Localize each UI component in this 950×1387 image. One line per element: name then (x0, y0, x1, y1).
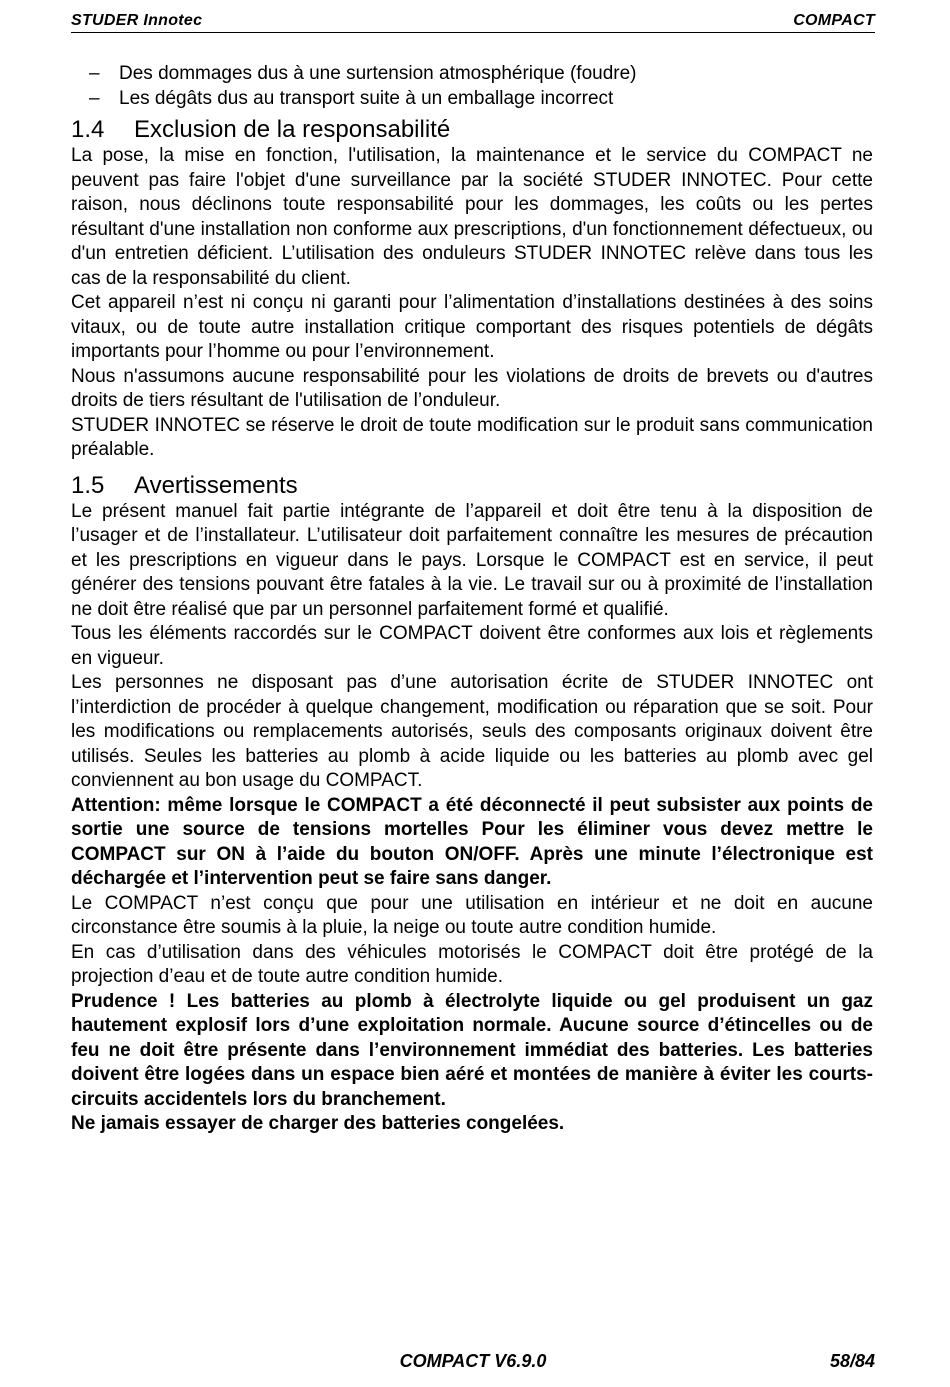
paragraph: Cet appareil n’est ni conçu ni garanti pour l’alimentation d’installations destinées à des soins vitaux, ou de toute autre installation critique comportant des risques potentiels de dégâts importants pour l’homme ou pour l’environnement. (71, 292, 873, 362)
section-title: Exclusion de la responsabilité (134, 116, 451, 143)
paragraph: Le COMPACT n’est conçu que pour une utilisation en intérieur et ne doit en aucune circonstance être soumis à la pluie, la neige ou toute autre condition humide. (71, 892, 873, 938)
paragraph: STUDER INNOTEC se réserve le droit de toute modification sur le produit sans communication préalable. (71, 414, 873, 460)
section-number: 1.4 (71, 116, 105, 143)
paragraph: En cas d’utilisation dans des véhicules motorisés le COMPACT doit être protégé de la projection d’eau et de toute autre condition humide. (71, 941, 873, 987)
paragraph: Tous les éléments raccordés sur le COMPACT doivent être conformes aux lois et règlements en vigueur. (71, 623, 873, 669)
paragraph: Le présent manuel fait partie intégrante de l’appareil et doit être tenu à la disposition de l’usager et de l’installateur. L’utilisateur doit parfaitement connaître les mesures de précaution et les prescriptions en vigueur dans le pays. Lorsque le COMPACT est en service, il peut générer des tensions pouvant être fatales à la vie. Le travail sur ou à proximité de l’installation ne doit être réalisé que par un personnel parfaitement formé et qualifié. (71, 500, 873, 620)
page-content (71, 62, 873, 1137)
paragraph: Nous n'assumons aucune responsabilité pour les violations de droits de brevets ou d'autres droits de tiers résultant de l'utilisation de l’onduleur. (71, 365, 873, 411)
section-title: Avertissements (134, 471, 298, 499)
section-heading-1-5 (71, 472, 873, 500)
paragraph: La pose, la mise en fonction, l'utilisation, la maintenance et le service du COMPACT ne peuvent pas faire l'objet d'une surveillance par la société STUDER INNOTEC. Pour cette raison, nous déclinons toute responsabilité pour les dommages, les coûts ou les pertes résultant d'une installation non conforme aux prescriptions, d'un fonctionnement défectueux, ou d'un entretien déficient. L’utilisation des onduleurs STUDER INNOTEC relève dans tous les cas de la responsabilité du client. (71, 145, 873, 289)
section-heading-1-4 (71, 116, 873, 144)
page-number: 58/84 (829, 1351, 875, 1371)
warning-paragraph: Attention: même lorsque le COMPACT a été déconnecté il peut subsister aux points de sortie une source de tensions mortelles Pour les éliminer vous devez mettre le COMPACT sur ON à l’aide du bouton ON/OFF. Après une minute l’électronique est déchargée et l’intervention peut se faire sans danger. (71, 794, 873, 889)
warning-paragraph: Prudence ! Les batteries au plomb à électrolyte liquide ou gel produisent un gaz hautement explosif lors d’une exploitation normale. Aucune source d’étincelles ou de feu ne doit être présente dans l’environnement immédiat des batteries. Les batteries doivent être logées dans un espace bien aéré et montées de manière à éviter les courts-circuits accidentels lors du branchement. (71, 990, 873, 1110)
header-product: COMPACT (793, 12, 875, 29)
paragraph: Les personnes ne disposant pas d’une autorisation écrite de STUDER INNOTEC ont l’interdiction de procéder à quelque changement, modification ou réparation que se soit. Pour les modifications ou remplacements autorisés, seuls des composants originaux doivent être utilisés. Seules les batteries au plomb à acide liquide ou les batteries au plomb avec gel conviennent au bon usage du COMPACT. (71, 672, 873, 791)
dash-bullet: – (89, 87, 100, 109)
warning-paragraph: Ne jamais essayer de charger des batteries congelées. (71, 1113, 565, 1134)
header-brand: STUDER Innotec (71, 12, 203, 29)
page-footer (71, 1351, 875, 1373)
list-item-text: Les dégâts dus au transport suite à un emballage incorrect (119, 87, 614, 109)
list-item (71, 62, 873, 87)
page-header (71, 10, 875, 33)
list-item-text: Des dommages dus à une surtension atmosphérique (foudre) (119, 63, 637, 84)
dash-bullet: – (89, 63, 100, 84)
section-number: 1.5 (71, 471, 105, 499)
list-item (71, 87, 873, 112)
footer-version: COMPACT V6.9.0 (399, 1351, 547, 1371)
